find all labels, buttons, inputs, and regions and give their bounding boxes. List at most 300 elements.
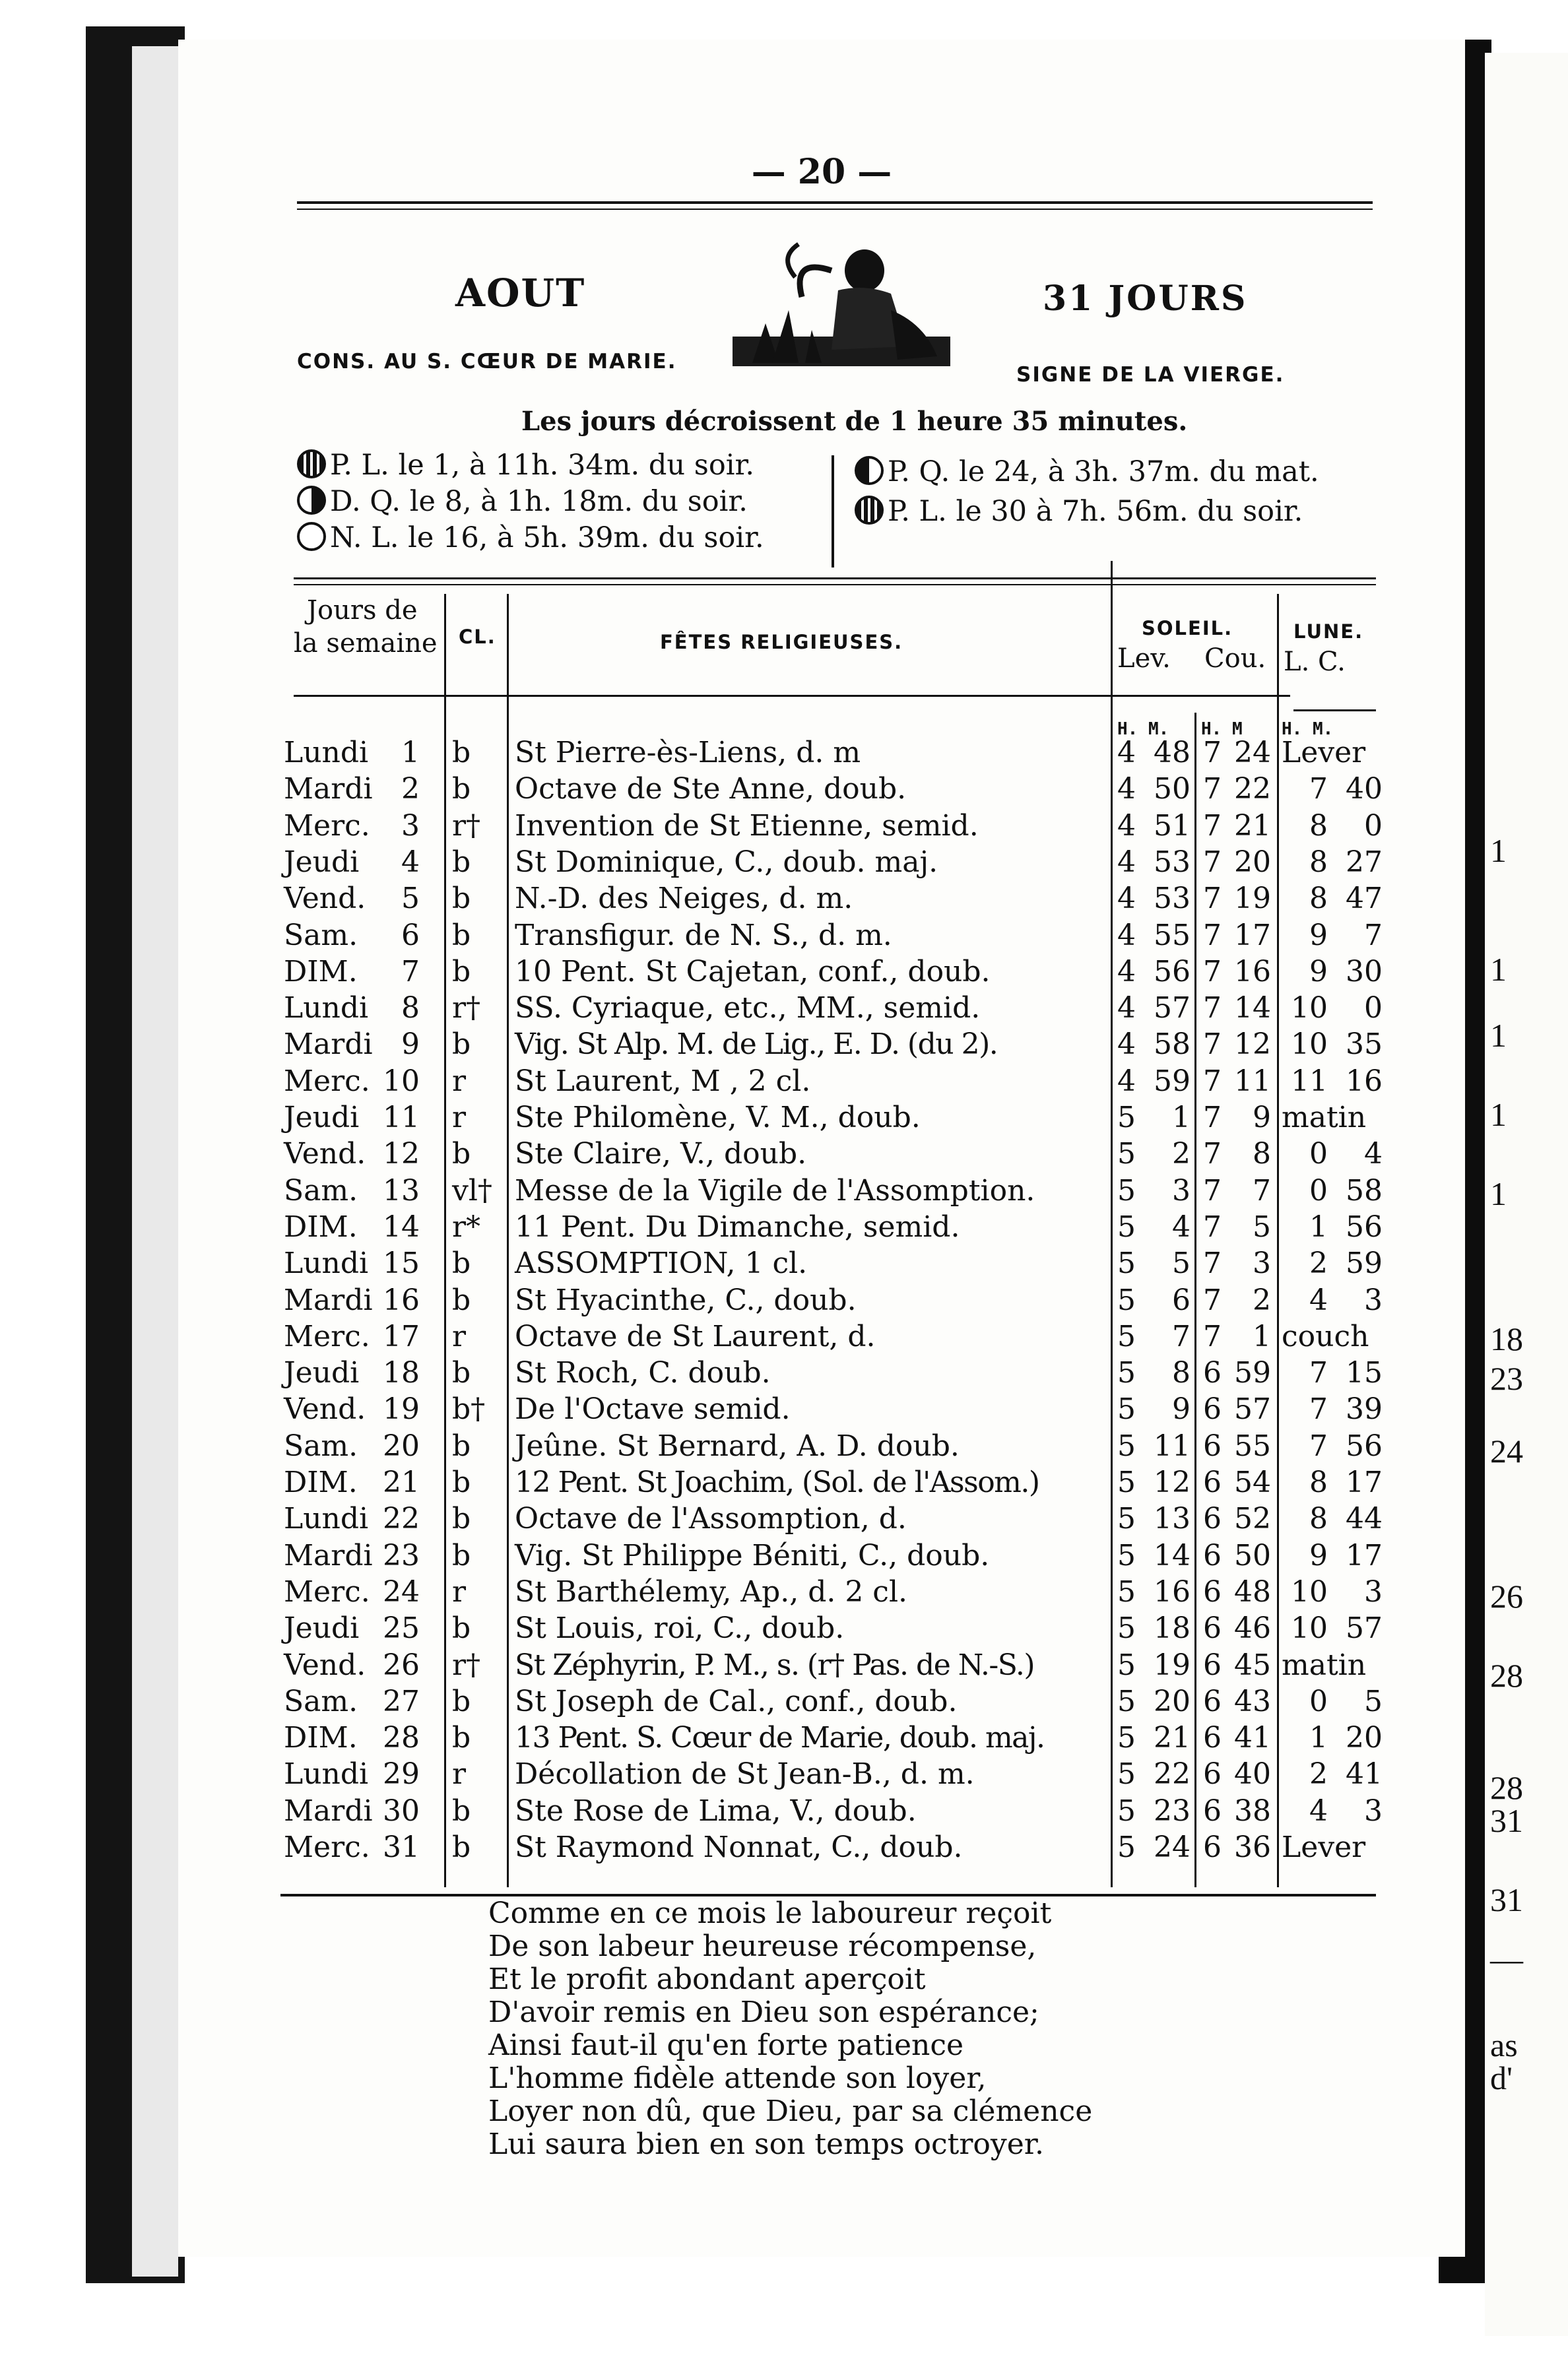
cell-day: Jeudi	[284, 1101, 360, 1134]
cell-lev-m: 6	[1172, 1283, 1191, 1317]
cell-lev-m: 56	[1154, 954, 1191, 988]
cell-fete: Vig. St Philippe Béniti, C., doub.	[515, 1538, 990, 1572]
cell-cou-m: 3	[1253, 1247, 1271, 1281]
cell-cou-m: 36	[1234, 1830, 1271, 1864]
cell-day: DIM.	[284, 954, 358, 988]
cell-day: Vend.	[284, 1137, 366, 1171]
cell-num: 12	[383, 1137, 420, 1171]
cell-lev-h: 5	[1117, 1611, 1136, 1646]
cell-num: 10	[383, 1064, 420, 1098]
cell-fete: Octave de l'Assomption, d.	[515, 1502, 907, 1536]
cell-lev-m: 50	[1154, 772, 1191, 806]
cell-fete: 12 Pent. St Joachim, (Sol. de l'Assom.)	[515, 1466, 1039, 1499]
cell-cou-m: 40	[1234, 1757, 1271, 1792]
cell-lev-m: 53	[1154, 882, 1191, 916]
cell-lev-m: 16	[1154, 1574, 1191, 1609]
cell-lune-h: matin	[1282, 1648, 1367, 1682]
cell-fete: St Barthélemy, Ap., d. 2 cl.	[515, 1574, 908, 1609]
cell-num: 8	[401, 991, 420, 1025]
cell-fete: 11 Pent. Du Dimanche, semid.	[515, 1210, 960, 1244]
table-row	[178, 1685, 1465, 1721]
cell-cl: b	[452, 736, 471, 769]
cell-cl: b	[452, 1502, 471, 1536]
units-rise: H. M.	[1117, 719, 1169, 739]
adjacent-page-text: 18	[1490, 1320, 1523, 1357]
cell-lune-h: 10	[1291, 1027, 1328, 1062]
cell-cou-h: 6	[1203, 1611, 1222, 1646]
cell-num: 2	[401, 772, 420, 806]
cell-cl: b	[452, 918, 471, 952]
cell-cl: b	[452, 1356, 471, 1390]
full-moon-icon	[855, 496, 884, 525]
cell-cou-h: 6	[1203, 1392, 1222, 1427]
cell-lev-h: 4	[1117, 991, 1136, 1025]
cell-cou-m: 41	[1234, 1721, 1271, 1755]
cell-cl: r	[452, 1574, 467, 1609]
cell-cl: b	[452, 845, 471, 879]
cell-num: 24	[383, 1574, 420, 1609]
cell-lune-m: 15	[1346, 1356, 1383, 1390]
cell-lev-m: 22	[1154, 1757, 1191, 1792]
cell-lune-m: 20	[1346, 1721, 1383, 1755]
cell-fete: St Pierre-ès-Liens, d. m	[515, 736, 861, 769]
consecration-text: CONS. AU S. CŒUR DE MARIE.	[297, 350, 677, 373]
cell-num: 5	[401, 882, 420, 916]
cell-cou-h: 7	[1203, 918, 1222, 952]
cell-day: Mardi	[284, 1794, 373, 1828]
cell-lev-m: 57	[1154, 991, 1191, 1025]
cell-num: 3	[401, 808, 420, 843]
table-row	[178, 1027, 1465, 1064]
cell-lune-m: 0	[1364, 808, 1383, 843]
cell-lune-h: 8	[1309, 882, 1328, 916]
column-header-rise: Lev.	[1117, 643, 1171, 674]
cell-cou-h: 6	[1203, 1538, 1222, 1572]
table-row	[178, 1757, 1465, 1794]
cell-lune-h: 0	[1309, 1684, 1328, 1718]
cell-cou-m: 12	[1234, 1027, 1271, 1062]
cell-lev-m: 53	[1154, 845, 1191, 879]
adjacent-page-text: —	[1490, 1941, 1523, 1978]
cell-num: 20	[383, 1429, 420, 1463]
cell-cou-h: 6	[1203, 1356, 1222, 1390]
cell-fete: N.-D. des Neiges, d. m.	[515, 882, 853, 916]
cell-fete: SS. Cyriaque, etc., MM., semid.	[515, 991, 981, 1025]
cell-lev-h: 5	[1117, 1684, 1136, 1718]
adjacent-page-text: 1	[1490, 951, 1507, 988]
cell-lune-m: 57	[1346, 1611, 1383, 1646]
cell-cl: b	[452, 1721, 471, 1755]
cell-cl: vl†	[452, 1173, 492, 1208]
cell-day: DIM.	[284, 1210, 358, 1244]
cell-num: 9	[401, 1027, 420, 1062]
cell-cl: b	[452, 1027, 471, 1062]
cell-fete: Transfigur. de N. S., d. m.	[515, 918, 892, 952]
cell-lune-m: 40	[1346, 772, 1383, 806]
moon-phase-entry	[297, 449, 754, 482]
cell-cou-h: 7	[1203, 954, 1222, 988]
cell-cou-m: 50	[1234, 1538, 1271, 1572]
cell-cl: b†	[452, 1392, 486, 1427]
cell-lune-h: 1	[1309, 1210, 1328, 1244]
cell-fete: Invention de St Etienne, semid.	[515, 808, 979, 843]
adjacent-page-text: 1	[1490, 1096, 1507, 1133]
cell-num: 25	[383, 1611, 420, 1646]
cell-lev-m: 5	[1172, 1247, 1191, 1281]
cell-lev-h: 5	[1117, 1574, 1136, 1609]
moon-phase-text: P. L. le 1, à 11h. 34m. du soir.	[330, 449, 754, 482]
cell-lune-h: couch	[1282, 1319, 1369, 1353]
cell-lev-m: 1	[1172, 1101, 1191, 1134]
cell-lev-m: 23	[1154, 1794, 1191, 1828]
cell-lune-h: 0	[1309, 1137, 1328, 1171]
cell-day: Mardi	[284, 1538, 373, 1572]
cell-lev-h: 5	[1117, 1319, 1136, 1353]
adjacent-page-text: 24	[1490, 1433, 1523, 1470]
cell-lune-m: 39	[1346, 1392, 1383, 1427]
poem-line: Ainsi faut-il qu'en forte patience	[488, 2028, 964, 2062]
cell-cou-m: 14	[1234, 991, 1271, 1025]
cell-day: Sam.	[284, 918, 358, 952]
cell-lev-h: 5	[1117, 1757, 1136, 1792]
table-row	[178, 1283, 1465, 1320]
cell-lev-m: 13	[1154, 1502, 1191, 1536]
units-moon: H. M.	[1282, 719, 1334, 739]
column-header-moon-time: L. C.	[1284, 647, 1346, 677]
cell-cou-m: 45	[1234, 1648, 1271, 1682]
cell-lune-h: 4	[1309, 1794, 1328, 1828]
cell-cl: b	[452, 1538, 471, 1572]
phase-divider	[832, 455, 834, 567]
table-row	[178, 1539, 1465, 1575]
month-title: AOUT	[455, 271, 586, 315]
cell-cl: b	[452, 1137, 471, 1171]
table-row	[178, 1247, 1465, 1283]
table-row	[178, 1320, 1465, 1356]
cell-day: DIM.	[284, 1721, 358, 1755]
cell-cl: r†	[452, 808, 481, 843]
cell-lev-m: 55	[1154, 918, 1191, 952]
cell-cl: b	[452, 882, 471, 916]
table-row	[178, 1210, 1465, 1247]
cell-cl: r	[452, 1064, 467, 1098]
cell-fete: St Roch, C. doub.	[515, 1356, 771, 1390]
page-number: — 20 —	[751, 152, 892, 192]
cell-lune-m: 17	[1346, 1538, 1383, 1572]
cell-lune-h: 8	[1309, 1466, 1328, 1499]
table-row	[178, 1392, 1465, 1429]
cell-lune-h: 1	[1309, 1721, 1328, 1755]
poem-line: Loyer non dû, que Dieu, par sa clémence	[488, 2094, 1093, 2128]
table-row	[178, 955, 1465, 991]
cell-lune-m: 58	[1346, 1173, 1383, 1208]
cell-fete: Décollation de St Jean-B., d. m.	[515, 1757, 975, 1792]
cell-cou-h: 7	[1203, 1137, 1222, 1171]
cell-cou-m: 5	[1253, 1210, 1271, 1244]
cell-cl: r†	[452, 1648, 481, 1682]
adjacent-page-text: 28	[1490, 1769, 1523, 1806]
zodiac-sign-text: SIGNE DE LA VIERGE.	[1016, 363, 1285, 387]
cell-lev-m: 8	[1172, 1356, 1191, 1390]
units-set: H. M	[1201, 719, 1243, 739]
cell-cou-h: 7	[1203, 1247, 1222, 1281]
cell-day: Merc.	[284, 1319, 370, 1353]
cell-day: Lundi	[284, 1247, 369, 1281]
cell-cou-h: 6	[1203, 1502, 1222, 1536]
adjacent-page-text: 31	[1490, 1802, 1523, 1839]
cell-cl: r†	[452, 991, 481, 1025]
cell-lune-m: 17	[1346, 1466, 1383, 1499]
cell-num: 26	[383, 1648, 420, 1682]
cell-cou-h: 6	[1203, 1794, 1222, 1828]
cell-lune-h: 11	[1291, 1064, 1328, 1098]
cell-lev-h: 4	[1117, 954, 1136, 988]
cell-cou-m: 38	[1234, 1794, 1271, 1828]
column-header-set: Cou.	[1204, 643, 1266, 674]
adjacent-page-text: d'	[1490, 2059, 1513, 2096]
cell-day: DIM.	[284, 1466, 358, 1499]
cell-num: 23	[383, 1538, 420, 1572]
cell-num: 11	[383, 1101, 420, 1134]
cell-day: Mardi	[284, 1283, 373, 1317]
column-header-days: la semaine	[294, 628, 438, 659]
cell-fete: St Dominique, C., doub. maj.	[515, 845, 938, 879]
cell-cou-h: 6	[1203, 1466, 1222, 1499]
cell-cou-m: 21	[1234, 808, 1271, 843]
cell-lune-h: 2	[1309, 1757, 1328, 1792]
cell-cou-m: 48	[1234, 1574, 1271, 1609]
cell-fete: Octave de St Laurent, d.	[515, 1319, 876, 1353]
cell-lune-m: 16	[1346, 1064, 1383, 1098]
cell-num: 6	[401, 918, 420, 952]
cell-lev-h: 5	[1117, 1794, 1136, 1828]
full-moon-icon	[297, 449, 326, 478]
cell-cl: b	[452, 1429, 471, 1463]
cell-cl: b	[452, 772, 471, 806]
cell-cou-m: 2	[1253, 1283, 1271, 1317]
cell-cou-h: 7	[1203, 1319, 1222, 1353]
cell-lune-h: Lever	[1282, 1830, 1366, 1864]
day-length-note: Les jours décroissent de 1 heure 35 minutes.	[521, 406, 1188, 437]
last-quarter-icon	[297, 486, 326, 515]
cell-fete: St Joseph de Cal., conf., doub.	[515, 1684, 958, 1718]
cell-lune-m: 3	[1364, 1794, 1383, 1828]
cell-num: 1	[401, 736, 420, 769]
cell-day: Vend.	[284, 882, 366, 916]
cell-lune-m: 30	[1346, 954, 1383, 988]
cell-day: Merc.	[284, 1574, 370, 1609]
table-row	[178, 845, 1465, 882]
cell-cou-h: 6	[1203, 1574, 1222, 1609]
poem-line: L'homme fidèle attende son loyer,	[488, 2061, 987, 2095]
cell-lune-h: Lever	[1282, 736, 1366, 769]
cell-day: Merc.	[284, 1064, 370, 1098]
divider	[297, 201, 1373, 204]
table-row	[178, 1830, 1465, 1867]
cell-cl: b	[452, 1466, 471, 1499]
cell-fete: Messe de la Vigile de l'Assomption.	[515, 1173, 1035, 1208]
cell-lune-h: 7	[1309, 1356, 1328, 1390]
cell-fete: ASSOMPTION, 1 cl.	[515, 1247, 808, 1281]
cell-lev-h: 4	[1117, 772, 1136, 806]
table-row	[178, 1429, 1465, 1466]
cell-lev-h: 4	[1117, 882, 1136, 916]
cell-cou-m: 17	[1234, 918, 1271, 952]
cell-lev-m: 24	[1154, 1830, 1191, 1864]
cell-num: 16	[383, 1283, 420, 1317]
moon-phase-text: D. Q. le 8, à 1h. 18m. du soir.	[330, 485, 748, 518]
cell-fete: Ste Claire, V., doub.	[515, 1137, 807, 1171]
cell-cou-h: 6	[1203, 1830, 1222, 1864]
cell-lune-m: 5	[1364, 1684, 1383, 1718]
cell-cou-h: 7	[1203, 991, 1222, 1025]
cell-cou-h: 6	[1203, 1684, 1222, 1718]
cell-num: 17	[383, 1319, 420, 1353]
adjacent-page-text: 1	[1490, 1017, 1507, 1054]
almanac-page	[178, 40, 1465, 2257]
cell-lune-m: 35	[1346, 1027, 1383, 1062]
cell-day: Mardi	[284, 772, 373, 806]
table-row	[178, 809, 1465, 845]
book-page-edge	[132, 46, 178, 2277]
cell-lune-h: 10	[1291, 1574, 1328, 1609]
cell-cou-h: 7	[1203, 1173, 1222, 1208]
cell-cou-m: 19	[1234, 882, 1271, 916]
cell-day: Merc.	[284, 1830, 370, 1864]
table-row	[178, 1356, 1465, 1392]
cell-lev-m: 11	[1154, 1429, 1191, 1463]
cell-num: 15	[383, 1247, 420, 1281]
cell-lev-h: 5	[1117, 1392, 1136, 1427]
adjacent-page-text: 31	[1490, 1881, 1523, 1918]
moon-phase-entry	[855, 495, 1303, 528]
cell-lune-h: 10	[1291, 1611, 1328, 1646]
cell-lev-m: 51	[1154, 808, 1191, 843]
cell-lev-h: 4	[1117, 918, 1136, 952]
cell-lev-h: 5	[1117, 1101, 1136, 1134]
cell-lev-h: 5	[1117, 1648, 1136, 1682]
cell-num: 19	[383, 1392, 420, 1427]
cell-num: 22	[383, 1502, 420, 1536]
cell-num: 14	[383, 1210, 420, 1244]
cell-num: 31	[383, 1830, 420, 1864]
cell-fete: Ste Rose de Lima, V., doub.	[515, 1794, 917, 1828]
cell-cou-h: 7	[1203, 1064, 1222, 1098]
cell-lev-m: 4	[1172, 1210, 1191, 1244]
column-header-sun: SOLEIL.	[1142, 617, 1233, 639]
cell-lev-m: 21	[1154, 1721, 1191, 1755]
cell-cl: b	[452, 1794, 471, 1828]
table-row	[178, 882, 1465, 918]
cell-cl: r	[452, 1757, 467, 1792]
table-row	[178, 1794, 1465, 1830]
cell-fete: 10 Pent. St Cajetan, conf., doub.	[515, 954, 991, 988]
cell-lev-h: 5	[1117, 1210, 1136, 1244]
cell-cou-m: 7	[1253, 1173, 1271, 1208]
cell-lev-h: 5	[1117, 1502, 1136, 1536]
cell-lev-h: 4	[1117, 1064, 1136, 1098]
cell-lune-m: 41	[1346, 1757, 1383, 1792]
cell-cou-m: 20	[1234, 845, 1271, 879]
cell-cou-h: 7	[1203, 1210, 1222, 1244]
cell-cou-m: 55	[1234, 1429, 1271, 1463]
cell-day: Merc.	[284, 808, 370, 843]
cell-lune-m: 44	[1346, 1502, 1383, 1536]
cell-lev-h: 4	[1117, 1027, 1136, 1062]
cell-cl: b	[452, 1830, 471, 1864]
cell-cou-h: 6	[1203, 1721, 1222, 1755]
cell-day: Vend.	[284, 1392, 366, 1427]
table-row	[178, 919, 1465, 955]
adjacent-page-text: 1	[1490, 1175, 1507, 1212]
cell-num: 29	[383, 1757, 420, 1792]
cell-fete: St Raymond Nonnat, C., doub.	[515, 1830, 963, 1864]
cell-fete: Ste Philomène, V. M., doub.	[515, 1101, 921, 1134]
cell-num: 13	[383, 1173, 420, 1208]
cell-lune-m: 56	[1346, 1429, 1383, 1463]
cell-cou-h: 7	[1203, 1101, 1222, 1134]
cell-lune-h: 2	[1309, 1247, 1328, 1281]
cell-lev-m: 9	[1172, 1392, 1191, 1427]
cell-cou-h: 7	[1203, 1027, 1222, 1062]
adjacent-page	[1485, 53, 1568, 2336]
cell-cou-h: 6	[1203, 1757, 1222, 1792]
cell-fete: Jeûne. St Bernard, A. D. doub.	[515, 1429, 960, 1463]
cell-day: Mardi	[284, 1027, 373, 1062]
adjacent-page-text: 1	[1490, 832, 1507, 869]
table-row	[178, 1611, 1465, 1648]
cell-lev-h: 5	[1117, 1356, 1136, 1390]
adjacent-page-text: 28	[1490, 1657, 1523, 1694]
moon-phase-text: P. Q. le 24, à 3h. 37m. du mat.	[888, 455, 1319, 488]
cell-lev-m: 59	[1154, 1064, 1191, 1098]
cell-cou-h: 7	[1203, 845, 1222, 879]
cell-num: 4	[401, 845, 420, 879]
cell-num: 7	[401, 954, 420, 988]
cell-lune-h: 7	[1309, 1392, 1328, 1427]
table-rule	[294, 695, 1290, 697]
table-row	[178, 1648, 1465, 1685]
table-row	[178, 1466, 1465, 1502]
table-row	[178, 1101, 1465, 1137]
cell-lev-h: 4	[1117, 808, 1136, 843]
cell-lune-m: 59	[1346, 1247, 1383, 1281]
poem-line: Comme en ce mois le laboureur reçoit	[488, 1896, 1052, 1930]
cell-fete: St Zéphyrin, P. M., s. (r† Pas. de N.-S.)	[515, 1648, 1034, 1682]
poem	[488, 1897, 1092, 2161]
cell-lune-m: 56	[1346, 1210, 1383, 1244]
cell-cou-m: 57	[1234, 1392, 1271, 1427]
table-row	[178, 736, 1465, 772]
cell-lune-m: 47	[1346, 882, 1383, 916]
moon-phase-text: P. L. le 30 à 7h. 56m. du soir.	[888, 495, 1303, 528]
cell-day: Lundi	[284, 1757, 369, 1792]
cell-lune-h: 0	[1309, 1173, 1328, 1208]
cell-day: Lundi	[284, 1502, 369, 1536]
cell-cl: b	[452, 1247, 471, 1281]
cell-cl: r*	[452, 1210, 481, 1244]
table-row	[178, 1575, 1465, 1611]
cell-cou-h: 7	[1203, 882, 1222, 916]
cell-lev-m: 12	[1154, 1466, 1191, 1499]
cell-day: Lundi	[284, 991, 369, 1025]
cell-lune-m: 27	[1346, 845, 1383, 879]
cell-fete: St Laurent, M , 2 cl.	[515, 1064, 811, 1098]
cell-cou-m: 54	[1234, 1466, 1271, 1499]
cell-lev-h: 5	[1117, 1466, 1136, 1499]
moon-phase-entry	[297, 485, 748, 518]
cell-fete: Vig. St Alp. M. de Lig., E. D. (du 2).	[515, 1027, 998, 1062]
